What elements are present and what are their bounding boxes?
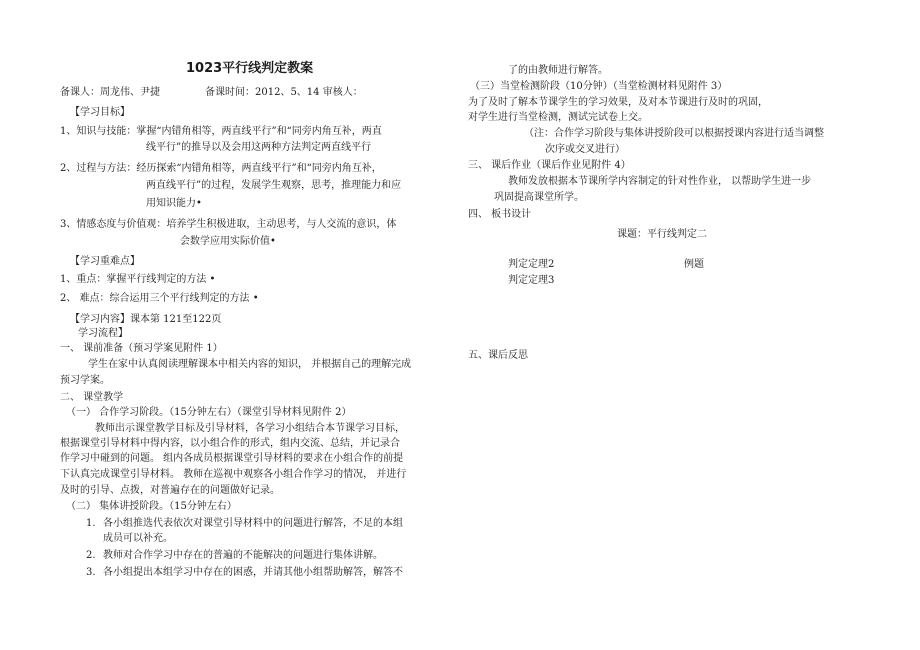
list-item-3-number: 3.: [86, 567, 96, 578]
continuation-text: 了的由教师进行解答。: [508, 65, 608, 76]
preparers: 备课人：周龙伟、尹捷: [60, 87, 160, 98]
process-heading: 学习流程】: [78, 328, 128, 339]
section-2-heading: 二、 课堂教学: [60, 392, 124, 403]
section-3-heading: 三、 课后作业（课后作业见附件 4）: [468, 160, 631, 171]
subsection-3-heading: （三）当堂检测阶段（10分钟）（当堂检测材料见附件 3）: [470, 81, 728, 92]
list-item-3: 各小组提出本组学习中存在的困惑，并请其他小组帮助解答，解答不: [103, 567, 403, 578]
section-3-text: 教师发放根据本节课所学内容制定的针对性作业， 以帮助学生进一步: [508, 176, 812, 187]
subsection-1-line-3: 作学习中碰到的问题。 组内各成员根据课堂引导材料的要求在小组合作的前提: [60, 453, 404, 464]
key-point-1: 1、重点：掌握平行线判定的方法 •: [60, 274, 216, 285]
goal-1: 1、知识与技能：掌握“内错角相等，两直线平行”和“同旁内角互补，两直: [60, 126, 382, 137]
section-1-text: 学生在家中认真阅读理解课本中相关内容的知识， 并根据自己的理解完成: [88, 359, 412, 370]
page-title: 1023平行线判定教案: [186, 61, 314, 76]
prep-time: 备课时间：2012、5、14 审核人：: [205, 87, 363, 98]
list-item-1-number: 1.: [86, 518, 96, 529]
section-4-heading: 四、 板书设计: [468, 209, 532, 220]
list-item-2-number: 2.: [86, 550, 96, 561]
subsection-3-line-2: 对学生进行当堂检测，测试完试卷上交。: [468, 112, 648, 123]
goal-3: 3、情感态度与价值观：培养学生积极进取，主动思考，与人交流的意识，体: [60, 219, 397, 230]
goal-2: 2、过程与方法：经历探索“内错角相等，两直线平行”和“同旁内角互补，: [60, 163, 382, 174]
note-line-1: （注：合作学习阶段与集体讲授阶段可以根据授课内容进行适当调整: [524, 128, 824, 139]
section-1-heading: 一、 课前准备（预习学案见附件 1）: [60, 343, 223, 354]
list-item-2: 教师对合作学习中存在的普遍的不能解决的问题进行集体讲解。: [103, 550, 383, 561]
goal-3-cont: 会数学应用实际价值•: [180, 236, 276, 247]
note-line-2: 次序或交叉进行）: [545, 144, 625, 155]
board-example: 例题: [684, 259, 704, 270]
subsection-2-heading: （二） 集体讲授阶段。（15分钟左右）: [66, 501, 237, 512]
section-5-heading: 五、课后反思: [468, 350, 528, 361]
board-theorem-3: 判定定理3: [508, 275, 555, 286]
board-theorem-2: 判定定理2: [508, 259, 555, 270]
section-3-text-cont: 巩固提高课堂所学。: [494, 192, 584, 203]
goal-1-cont: 线平行”的推导以及会用这两种方法判定两直线平行: [146, 142, 372, 153]
goal-2-cont: 两直线平行”的过程，发展学生观察，思考，推理能力和应: [146, 180, 402, 191]
content-line: 【学习内容】课本第 121至122页: [70, 314, 222, 325]
section-1-text-cont: 预习学案。: [60, 375, 110, 386]
keypoints-heading: 【学习重难点】: [70, 256, 140, 267]
key-point-2: 2、 难点：综合运用三个平行线判定的方法 •: [60, 293, 259, 304]
subsection-1-line-4: 下认真完成课堂引导材料。 教师在巡视中观察各小组合作学习的情况， 并进行: [60, 469, 407, 480]
board-title: 课题：平行线判定二: [617, 229, 707, 240]
goal-2-cont2: 用知识能力•: [146, 198, 202, 209]
subsection-3-line-1: 为了及时了解本节课学生的学习效果，及对本节课进行及时的巩固，: [468, 97, 768, 108]
goals-heading: 【学习目标】: [70, 107, 130, 118]
list-item-1: 各小组推选代表依次对课堂引导材料中的问题进行解答，不足的本组: [103, 518, 403, 529]
subsection-1-heading: （一） 合作学习阶段。（15分钟左右）（课堂引导材料见附件 2）: [66, 407, 352, 418]
subsection-1-line-1: 教师出示课堂教学目标及引导材料，各学习小组结合本节课学习目标，: [95, 423, 405, 434]
list-item-1-cont: 成员可以补充。: [103, 533, 173, 544]
subsection-1-line-2: 根据课堂引导材料中得内容，以小组合作的形式，组内交流、总结，并记录合: [60, 438, 400, 449]
subsection-1-line-5: 及时的引导、点拨，对普遍存在的问题做好记录。: [60, 485, 280, 496]
